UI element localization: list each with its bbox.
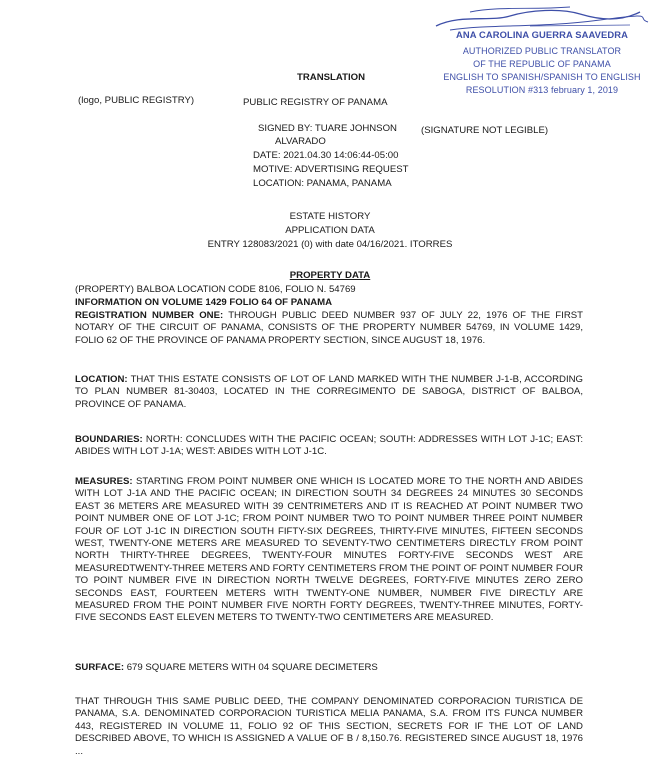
surface-label: SURFACE: [75,662,125,673]
signed-by-line-2: ALVARADO [275,136,326,147]
stamp-line-1: AUTHORIZED PUBLIC TRANSLATOR [462,46,622,56]
registration-text: THROUGH PUBLIC DEED NUMBER 937 OF JULY 22, 1976 OF THE FIRST NOTARY OF THE CIRCUIT OF PANAMA, CONSISTS OF THE PROPERTY NUMBER 54769, IN VOLUME 1429, FOLIO 62 OF THE PROVINCE OF PANAMA PROPERTY SECTION, SINCE AUGUST 18, 1976. [75,310,584,346]
final-paragraph [75,696,583,758]
signature-note: (SIGNATURE NOT LEGIBLE) [421,125,549,136]
surface-text: 679 SQUARE METERS WITH 04 SQUARE DECIMETERS [124,662,378,673]
logo-note: (logo, PUBLIC REGISTRY) [78,95,195,106]
translator-stamp [430,4,654,100]
application-data: APPLICATION DATA [285,225,375,236]
boundaries-label: BOUNDARIES: [75,434,143,445]
signature-motive: MOTIVE: ADVERTISING REQUEST [253,164,409,175]
translator-name: ANA CAROLINA GUERRA SAAVEDRA [456,29,628,40]
location-label: LOCATION: [75,374,128,385]
stamp-line-3: ENGLISH TO SPANISH/SPANISH TO ENGLISH [443,72,641,82]
registration-label: REGISTRATION NUMBER ONE: [75,310,224,321]
boundaries-text: NORTH: CONCLUDES WITH THE PACIFIC OCEAN; SOUTH: ADDRESSES WITH LOT J-1C; EAST: ABIDES WITH LOT J-1A; WEST: ABIDES WITH LOT J-1C. [75,434,583,458]
boundaries-paragraph [75,434,583,459]
stamp-line-2: OF THE REPUBLIC OF PANAMA [473,59,611,69]
stamp-line-4: RESOLUTION #313 february 1, 2019 [465,85,619,95]
final-text: THAT THROUGH THIS SAME PUBLIC DEED, THE COMPANY DENOMINATED CORPORACION TURISTICA DE PANAMA, S.A. DENOMINATED CORPORACION TURISTICA MELIA PANAMA, S.A. FROM ITS FUNCA NUMBER 443, REGISTERED IN VOLUME 11, FOLIO 92 OF THIS SECTION, SECRETS FOR IF THE LOT OF LAND DESCRIBED ABOVE, TO WHICH IS ASSIGNED A VALUE OF B / 8,150.76. REGISTERED SINCE AUGUST 18, 1976 ... [75,696,583,757]
registration-paragraph [75,310,583,347]
property-code-line: (PROPERTY) BALBOA LOCATION CODE 8106, FOLIO N. 54769 [75,284,356,295]
signed-by-line-1: SIGNED BY: TUARE JOHNSON [258,123,397,134]
surface-line [75,662,583,674]
signature-date: DATE: 2021.04.30 14:06:44-05:00 [253,150,399,161]
measures-text: STARTING FROM POINT NUMBER ONE WHICH IS LOCATED MORE TO THE NORTH AND ABIDES WITH LOT J-1A AND THE PACIFIC OCEAN; IN DIRECTION SOUTH 34 DEGREES 24 MINUTES 30 SECONDS EAST 36 METERS ARE MEASURED WITH 39 CENTRIMETERS AND IT IS REACHED AT POINT NUMBER TWO POINT NUMBER ONE OF LOT J-1C; FROM POINT NUMBER TWO TO POINT NUMBER THREE POINT NUMBER FOUR OF LOT J-1C IN DIRECTION SOUTH FIFTY-SIX DEGREES, THIRTY-FIVE MINUTES, FIFTEEN SECONDS WEST, TWENTY-ONE METERS ARE MEASURED TO SEVENTY-TWO CENTIMETERS DIRECTLY FROM POINT NORTH THIRTY-THREE DEGREES, TWENTY-FOUR MINUTES FORTY-FIVE SECONDS WEST ARE MEASUREDTWENTY-THREE METERS AND FORTY CENTIMETERS FROM THE POINT OF POINT NUMBER FOUR TO POINT NUMBER FIVE IN DIRECTION NORTH TWELVE DEGREES, FORTY-FIVE MINUTES ZERO ZERO SECONDS EAST, FOURTEEN METERS WITH TWENTY-ONE NUMBER, NUMBER FIVE DIRECTLY ARE MEASURED FROM THE POINT NUMBER FIVE NORTH FORTY DEGREES, TWENTY-THREE MINUTES, FORTY-FIVE SECONDS EAST ELEVEN METERS TO TWENTY-TWO CENTIMETERS ARE MEASURED. [75,476,583,624]
estate-history: ESTATE HISTORY [289,211,371,222]
location-text: THAT THIS ESTATE CONSISTS OF LOT OF LAND MARKED WITH THE NUMBER J-1-B, ACCORDING TO PLAN NUMBER 81-30403, LOCATED IN THE CORREGIMENTO DE SABOGA, DISTRICT OF BALBOA, PROVINCE OF PANAMA. [75,374,583,410]
document-title: TRANSLATION [297,72,366,83]
entry-line: ENTRY 128083/2021 (0) with date 04/16/2021. ITORRES [207,239,453,250]
signature-location: LOCATION: PANAMA, PANAMA [253,178,392,189]
location-paragraph [75,374,583,411]
measures-label: MEASURES: [75,476,133,487]
registry-name: PUBLIC REGISTRY OF PANAMA [243,97,388,108]
property-data-heading: PROPERTY DATA [289,270,371,281]
measures-paragraph [75,476,583,625]
volume-info-line: INFORMATION ON VOLUME 1429 FOLIO 64 OF PANAMA [75,297,333,308]
